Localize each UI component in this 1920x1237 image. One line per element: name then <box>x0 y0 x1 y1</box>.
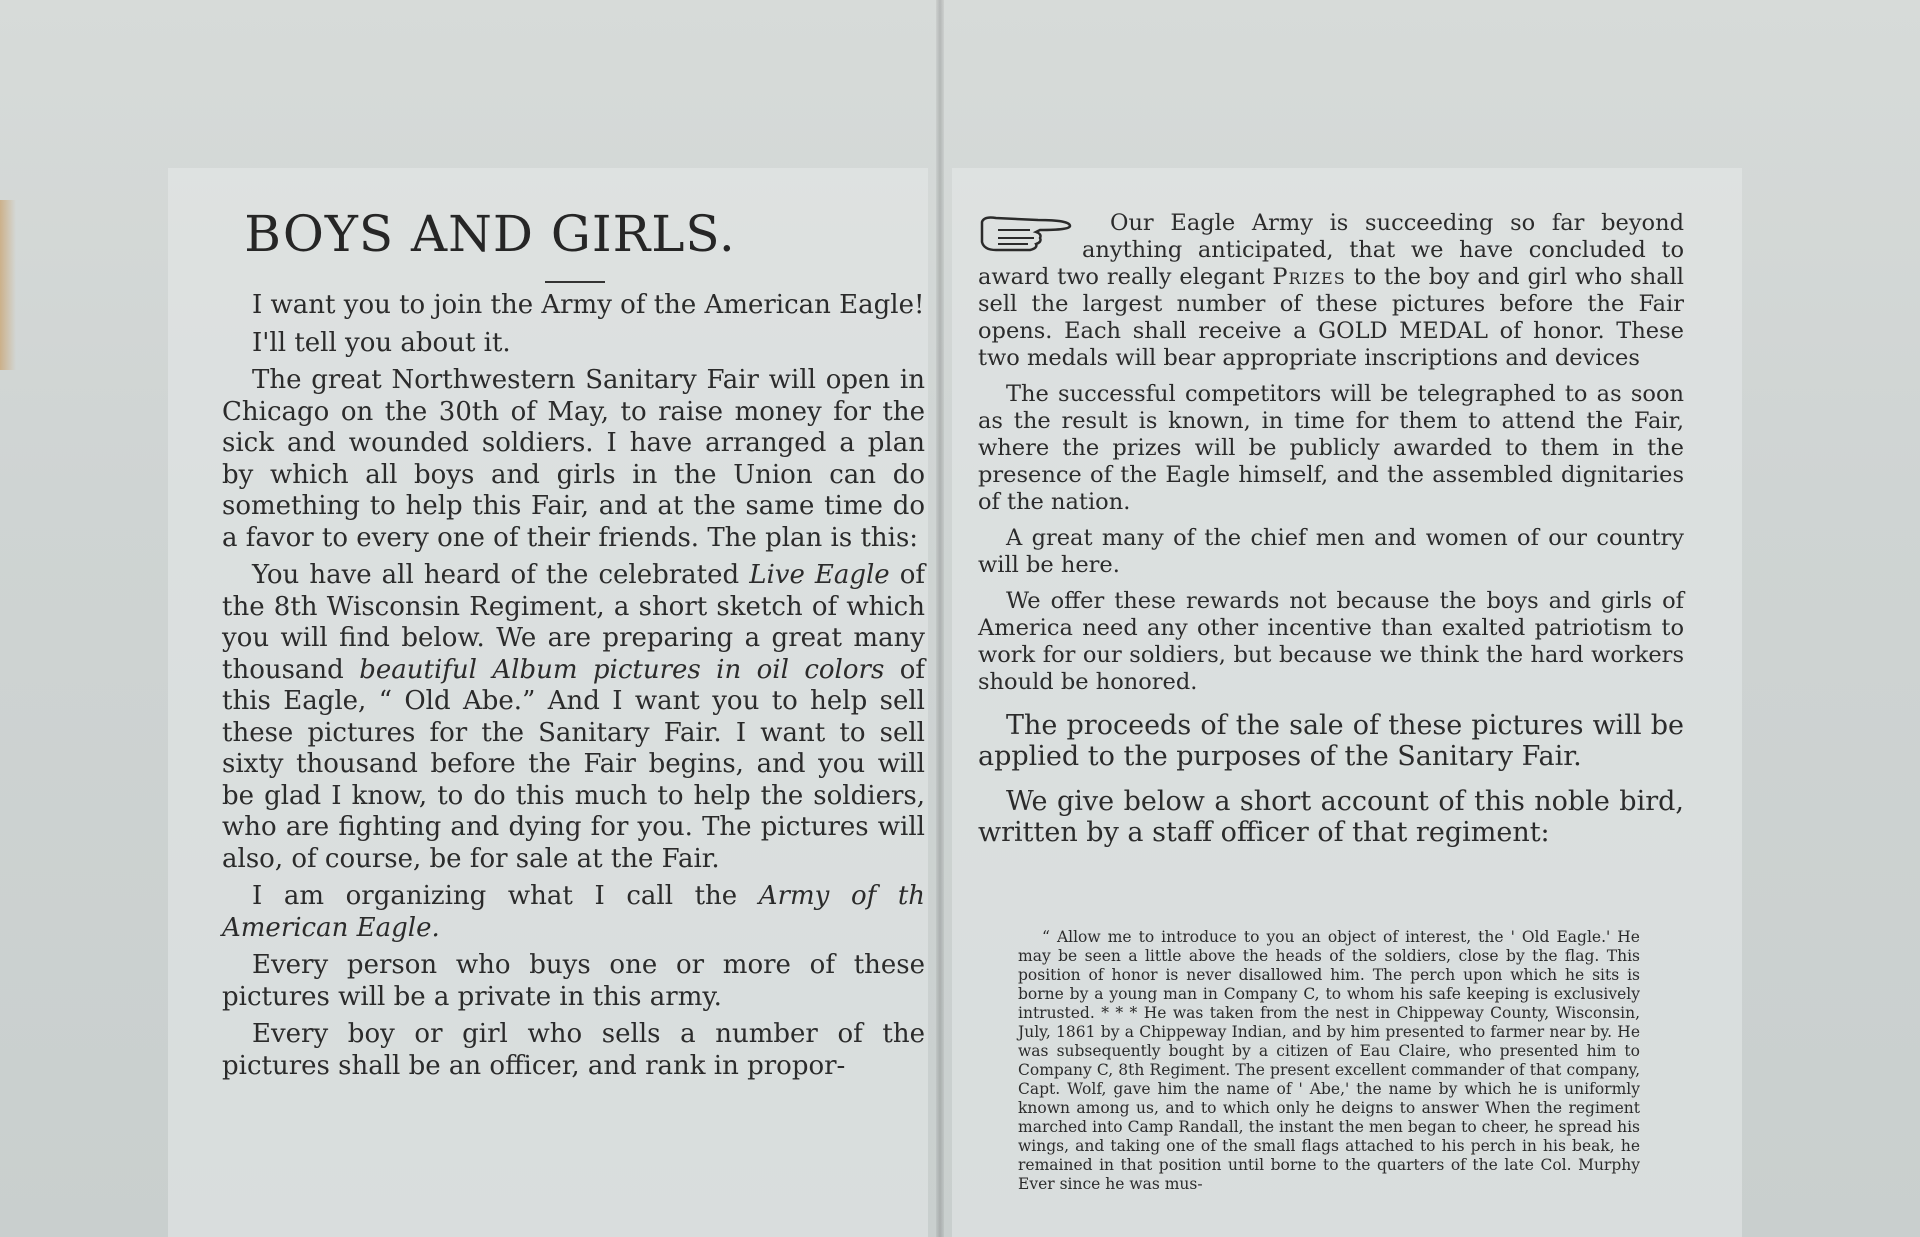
paragraph: You have all heard of the celebrated Live Eagle of the 8th Wisconsin Regiment, a short sketch of which you will find below. We are preparing a great many thousand beautiful Album pictures in oil colors of this Eagle, “ Old Abe.” And I want you to help sell these pictures for the Sanitary Fair. I want to sell sixty thousand before the Fair begins, and you will be glad I know, to do this much to help the soldiers, who are fighting and dying for you. The pictures will also, of course, be for sale at the Fair. <box>222 560 926 874</box>
paragraph: We offer these rewards not because the boys and girls of America need any other incentive than exalted patriotism to work for our soldiers, but because we think the hard workers should be honored. <box>978 588 1684 695</box>
title-rule <box>545 281 605 283</box>
paragraph: The successful competitors will be telegraphed to as soon as the result is known, in time for them to attend the Fair, where the prizes will be publicly awarded to them in the presence of the Eagle himself, and the assembled dignitaries of the nation. <box>978 381 1684 515</box>
paragraph: I'll tell you about it. <box>252 327 511 358</box>
right-column-text <box>978 210 1684 857</box>
paragraph: We give below a short account of this noble bird, written by a staff officer of that regiment: <box>978 786 1684 848</box>
paragraph: Our Eagle Army is succeeding so far beyond anything anticipated, that we have concluded to award two really elegant Prizes to the boy and girl who shall sell the largest number of these pictures before the Fair opens. Each shall receive a GOLD MEDAL of honor. These two medals will bear appropriate inscriptions and devices <box>978 210 1684 371</box>
quoted-account <box>1018 928 1640 1194</box>
quote-text: “ Allow me to introduce to you an object of interest, the ' Old Eagle.' He may be seen a little above the heads of the soldiers, close by the flag. This position of honor is never disallowed him. The perch upon which he sits is borne by a young man in Company C, to whom his safe keeping is exclusively intrusted. * * * He was taken from the nest in Chippeway County, Wisconsin, July, 1861 by a Chippeway Indian, and by him presented to farmer near by. He was subsequently bought by a citizen of Eau Claire, who presented him to Company C, 8th Regiment. The present excellent commander of that company, Capt. Wolf, gave him the name of ' Abe,' the name by which he is uniformly known among us, and to which only he deigns to answer When the regiment marched into Camp Randall, the instant the men began to cheer, he spread his wings, and taking one of the small flags attached to his perch in his beak, he remained in that position until borne to the quarters of the late Col. Murphy Ever since he was mus- <box>1018 928 1640 1193</box>
pointing-hand-icon <box>978 212 1074 254</box>
page-fold <box>936 0 944 1237</box>
paragraph: A great many of the chief men and women of our country will be here. <box>978 525 1684 578</box>
left-column-text <box>222 290 925 1088</box>
paragraph: Every person who buys one or more of these pictures will be a private in this army. <box>222 950 925 1012</box>
page-title: BOYS AND GIRLS. <box>244 205 736 263</box>
paragraph: The great Northwestern Sanitary Fair will open in Chicago on the 30th of May, to raise money for the sick and wounded soldiers. I have arranged a plan by which all boys and girls in the Union can do something to help this Fair, and at the same time do a favor to every one of their friends. The plan is this: <box>222 365 925 553</box>
paragraph: I am organizing what I call the Army of th American Eagle. <box>222 881 926 943</box>
paper-stain <box>0 200 16 370</box>
paragraph: I want you to join the Army of the American Eagle! <box>252 290 925 320</box>
paragraph: The proceeds of the sale of these pictures will be applied to the purposes of the Sanitary Fair. <box>978 710 1684 772</box>
paragraph: Every boy or girl who sells a number of the pictures shall be an officer, and rank in propor- <box>222 1019 925 1081</box>
